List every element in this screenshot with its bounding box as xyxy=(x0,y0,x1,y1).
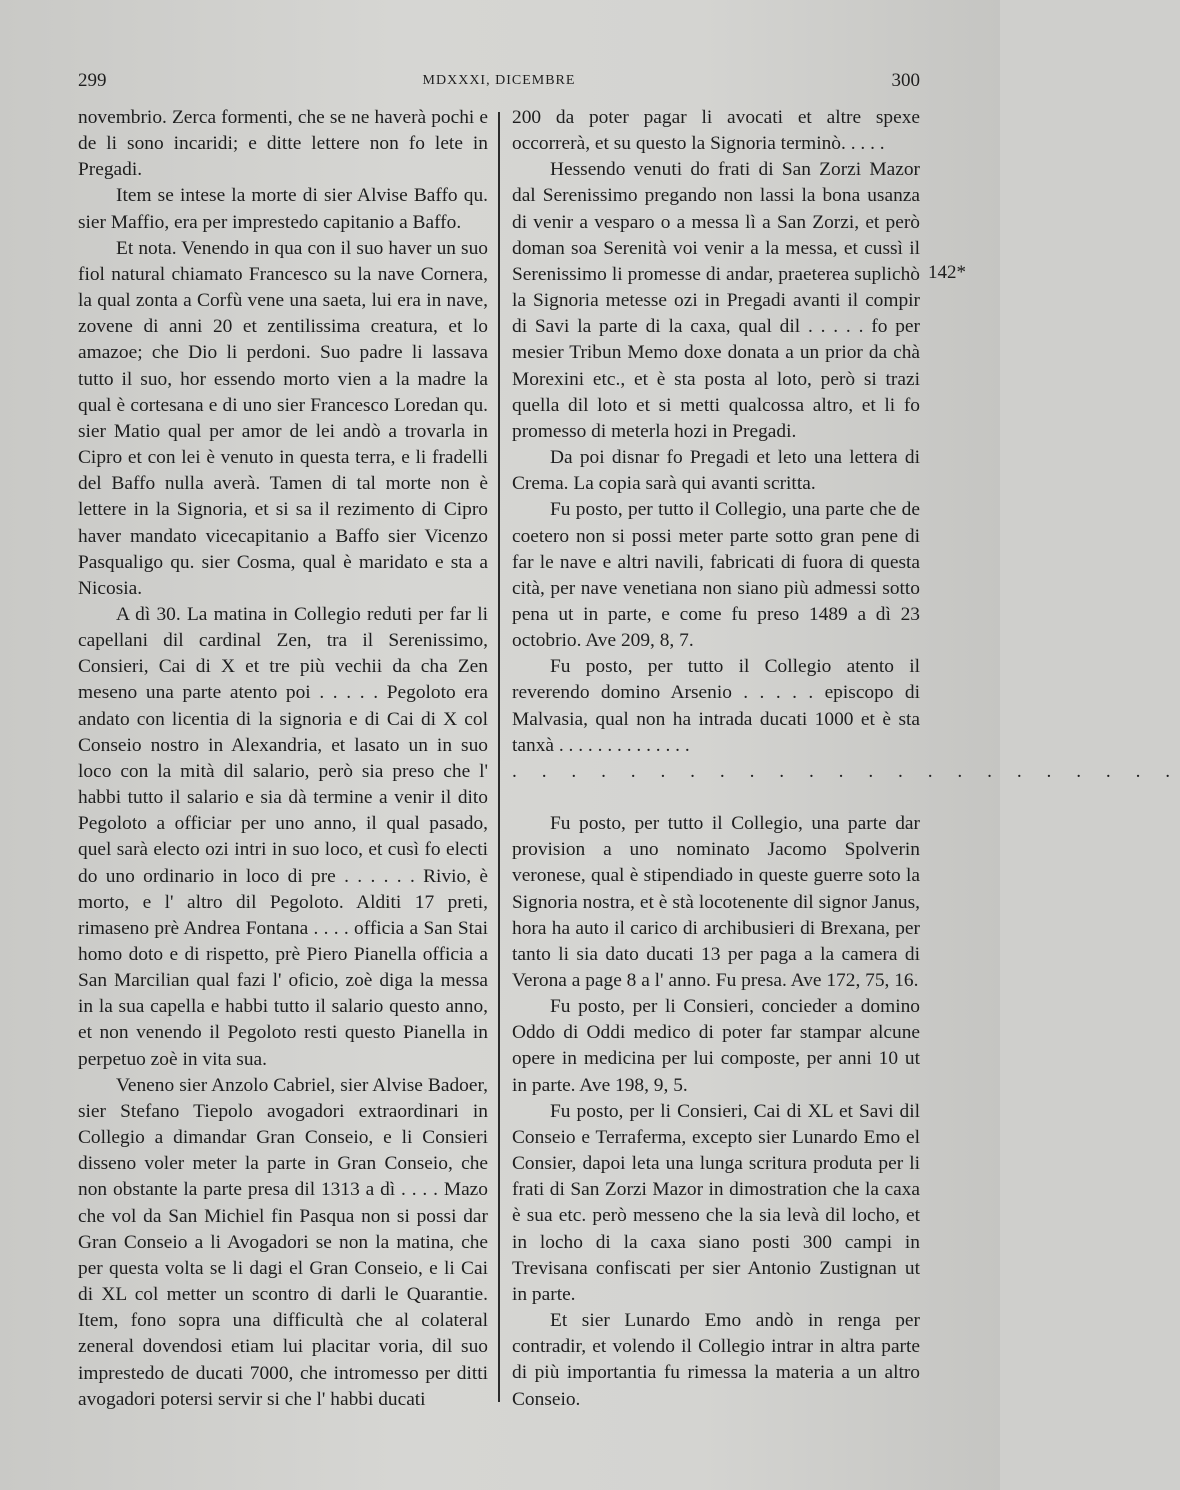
paragraph: Et sier Lunardo Emo andò in renga per contradir, et volendo il Collegio intrar in altra parte di più importantia fu rimessa la materia a un altro Conseio. xyxy=(512,1310,920,1410)
paragraph: Fu posto, per tutto il Collegio, una parte che de coetero non si possi meter parte sotto gran pene di far le nave e altri navili, fabricati di fuora di questa cità, per nave venetiana non siano più admessi sotto pena ut in parte, e come fu preso 1489 a dì 23 octobrio. Ave 209, 8, 7. xyxy=(512,499,920,652)
blank-line xyxy=(512,785,920,811)
running-title: MDXXXI, DICEMBRE xyxy=(422,73,576,88)
paragraph: A dì 30. La matina in Collegio reduti per far li capellani dil cardinal Zen, tra il Serenissimo, Consieri, Cai di X et tre più vechii da cha Zen meseno una parte atento poi . . . . . Pegoloto era andato con licentia di la signoria e di Cai di X col Conseio nostro in Alexandria, et lasato un in suo loco con la mità dil salario, però sia preso che l' habbi tutto il salario e sia dà termine a venir il dito Pegoloto a officiar per uno anno, il qual pasado, quel sarà electo ozi intri in suo loco, et cusì fo electi do uno ordinario in loco di pre . . . . . . Rivio, è morto, e l' altro dil Pegoloto. Alditi 17 preti, rimaseno prè Andrea Fontana . . . . officia a San Stai homo doto e di rispetto, prè Piero Pianella officia a San Marcilian qual fazi l' oficio, zoè diga la messa in la sua capella e habbi tutto il salario questo anno, et non venendo il Pegoloto resti questo Pianella in perpetuo zoè in vita sua. xyxy=(78,603,488,1070)
paragraph: Et nota. Venendo in qua con il suo haver un suo fiol natural chiamato Francesco su la nave Cornera, la qual zonta a Corfù vene una saeta, lui era in nave, zovene di anni 20 et zentilissima creatura, et lo amazoe; che Dio li perdoni. Suo padre li lassava tutto il suo, hor essendo morto vien a la madre la qual è cortesana e di uno sier Francesco Loredan qu. sier Matio qual per amor de lei andò a trovarla in Cipro et con lei è venuto in questa terra, e li fradelli del Baffo nulla averà. Tamen di tal morte non è lettere in la Signoria, et si sa il rezimento di Cipro haver mandato vicecapitanio a Baffo sier Vicenzo Pasqualigo qu. sier Cosma, qual è maridato e sta a Nicosia. xyxy=(78,237,488,599)
running-header xyxy=(78,70,920,100)
left-column xyxy=(78,105,488,1413)
paragraph: Hessendo venuti do frati di San Zorzi Mazor dal Serenissimo pregando non lassi la bona usanza di venir a vesparo o a messa lì a San Zorzi, et però doman soa Serenità voi venir a la messa, et cussì il Serenissimo li promesse di andar, praeterea suplichò la Signoria metesse ozi in Pregadi avanti il compir di Savi la parte di la caxa, qual dil . . . . . fo per mesier Tribun Memo doxe donata a un prior da chà Morexini etc., et è sta posta al loto, però si trazi quella dil loto et si metti qualcossa altro, et li fo promesso di meterla hozi in Pregadi. xyxy=(512,159,920,442)
paragraph: Item se intese la morte di sier Alvise Baffo qu. sier Maffio, era per imprestedo capitanio a Baffo. xyxy=(78,185,488,233)
paragraph: novembrio. Zerca formenti, che se ne haverà pochi e de li sono incaridi; e ditte lettere non fo lete in Pregadi. xyxy=(78,107,488,181)
paragraph: 200 da poter pagar li avocati et altre spexe occorrerà, et su questo la Signoria terminò. . . . . xyxy=(512,107,920,155)
page-number-right: 300 xyxy=(891,70,920,91)
paragraph: Fu posto, per tutto il Collegio, una parte dar provision a uno nominato Jacomo Spolverin veronese, qual è stipendiado in queste guerre soto la Signoria nostra, et è stà locotenente dil signor Janus, hora ha auto il carico di archibusieri di Brexana, per tanto li sia dato ducati 13 per paga a la camera di Verona a page 8 a l' anno. Fu presa. Ave 172, 75, 16. xyxy=(512,813,920,991)
paragraph: Fu posto, per tutto il Collegio atento il reverendo domino Arsenio . . . . . episcopo di Malvasia, qual non ha intrada ducati 1000 et è sta tanxà . . . . . . . . . . . . . . xyxy=(512,656,920,756)
paragraph: Fu posto, per li Consieri, concieder a domino Oddo di Oddi medico di poter far stampar alcune opere in medicina per lui composte, per anni 10 ut in parte. Ave 198, 9, 5. xyxy=(512,996,920,1096)
margin-folio-note: 142* xyxy=(928,262,966,283)
paragraph: Fu posto, per li Consieri, Cai di XL et Savi dil Conseio e Terraferma, excepto sier Lunardo Emo el Consier, dapoi leta una lunga scritura produta per li frati di San Zorzi Mazor in dimostration che la caxa è sua etc. però messeno che la sia levà dil locho, et in locho di la caxa siano posti 300 campi in Trevisana confiscati per sier Antonio Zustignan ut in parte. xyxy=(512,1100,920,1305)
paragraph: Veneno sier Anzolo Cabriel, sier Alvise Badoer, sier Stefano Tiepolo avogadori extraordinari in Collegio a dimandar Gran Conseio, e li Consieri disseno voler meter la parte in Gran Conseio, che non obstante la parte presa dil 1313 a dì . . . . Mazo che vol da San Michiel fin Pasqua non si possi dar Gran Conseio a li Avogadori se non la matina, che per questa volta se li dagi el Gran Conseio, e li Cai di XL col metter un scontro di darli le Quarantie. Item, fono sopra una difficultà che al colateral zeneral dovendosi etiam lui placitar voria, dil suo imprestedo de ducati 7000, che intromesso per ditti avogadori potersi servir si che l' habbi ducati xyxy=(78,1074,488,1410)
column-divider xyxy=(498,112,500,1402)
ellipsis-line: . . . . . . . . . . . . . . . . . . . . . . . xyxy=(512,760,1180,782)
paragraph: Da poi disnar fo Pregadi et leto una lettera di Crema. La copia sarà qui avanti scritta. xyxy=(512,447,920,495)
page-number-left: 299 xyxy=(78,70,107,91)
